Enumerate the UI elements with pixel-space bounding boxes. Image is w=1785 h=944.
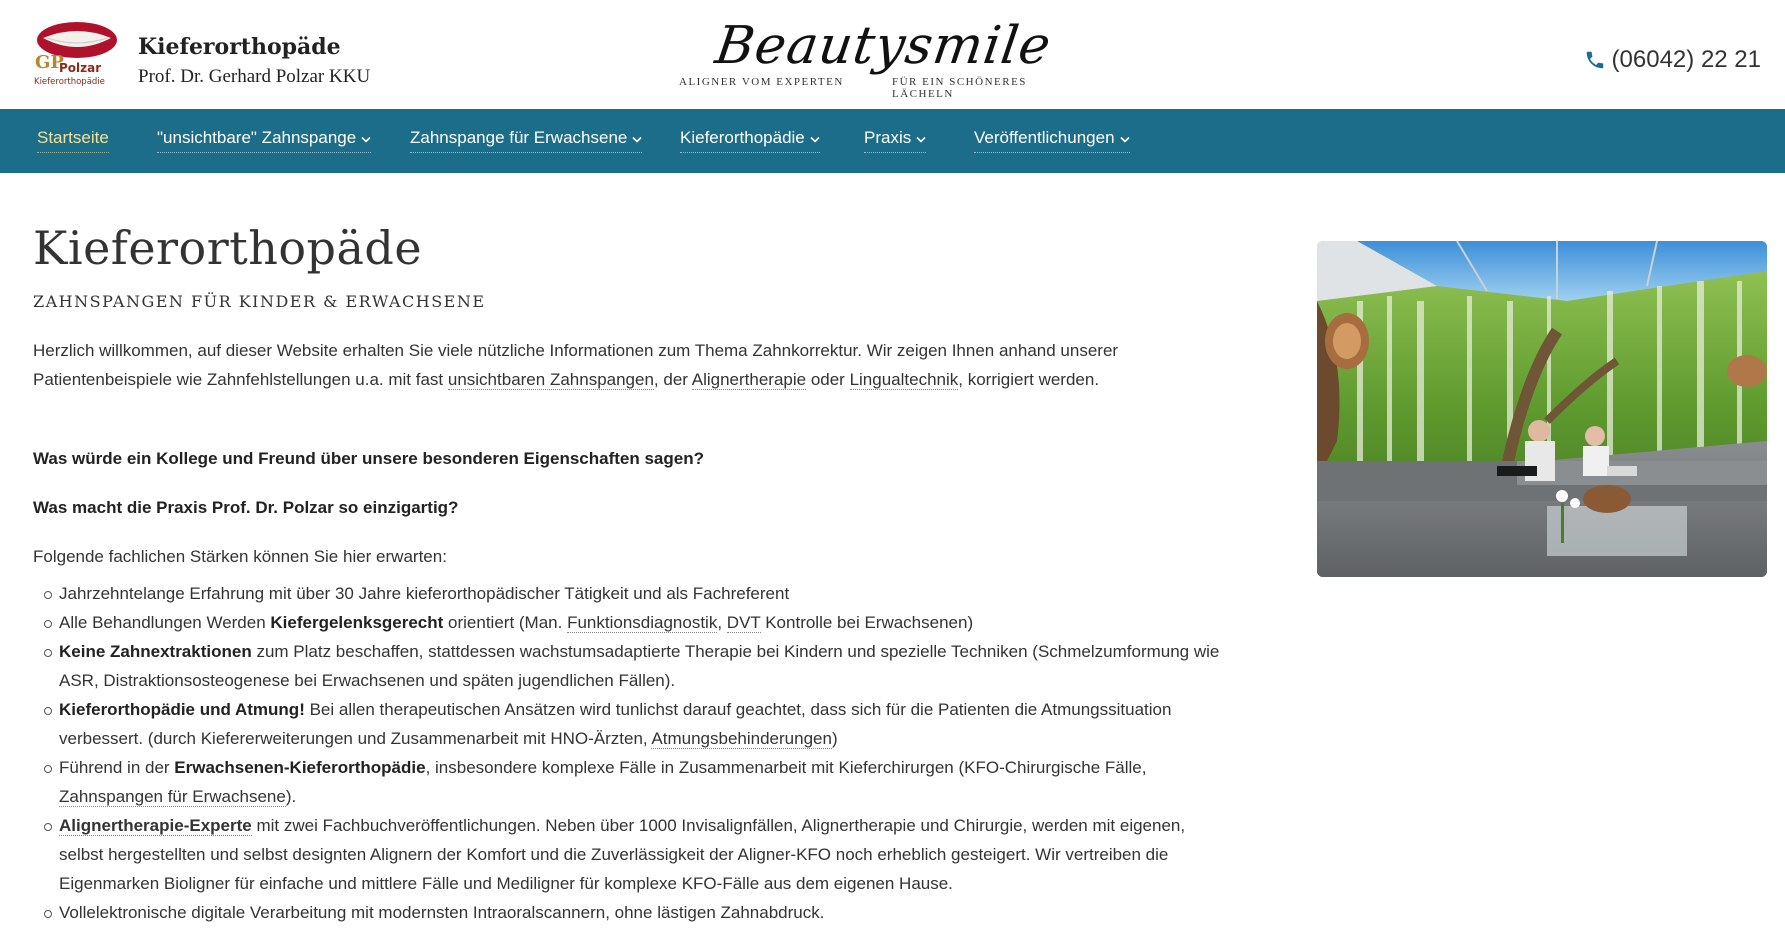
page-title: Kieferorthopäde <box>33 221 423 275</box>
beautysmile-wordmark: Beautysmile <box>711 16 1055 76</box>
content-body <box>33 336 1233 927</box>
strengths-lead: Folgende fachlichen Stärken können Sie hier erwarten: <box>33 547 447 566</box>
main-navigation <box>0 109 1785 173</box>
link-dvt[interactable]: DVT <box>726 613 761 632</box>
phone-text: (06042) 22 21 <box>1611 46 1761 73</box>
chevron-down-icon <box>810 136 820 143</box>
tagline-right: FÜR EIN SCHÖNERES LÄCHELN <box>892 76 1027 100</box>
list-item-text: Jahrzehntelange Erfahrung mit über 30 Jahre kieferorthopädischer Tätigkeit und als Fachreferent <box>59 584 790 603</box>
nav-item-label: Kieferorthopädie <box>680 128 805 147</box>
list-item <box>59 608 1228 637</box>
list-item-bold: Erwachsenen-Kieferorthopädie <box>174 758 426 777</box>
svg-text:GP: GP <box>35 52 64 73</box>
list-item-text: Vollelektronische digitale Verarbeitung mit modernsten Intraoralscannern, ohne lästigen Zahnabdruck. <box>59 903 825 922</box>
nav-item-kieferorthopaedie[interactable] <box>680 128 820 153</box>
list-item-text: zum Platz beschaffen, stattdessen wachstumsadaptierte Therapie bei Kindern und spezielle Techniken (Schmelzumformung wie ASR, Distraktionsosteogenese bei Erwachsenen und späten jugendlichen Fällen). <box>59 642 1220 690</box>
intro-text: , korrigiert werden. <box>958 370 1100 389</box>
nav-item-label: "unsichtbare" Zahnspange <box>157 128 357 147</box>
nav-item-zahnspange-erwachsene[interactable] <box>410 128 642 153</box>
svg-text:Kieferorthopädie: Kieferorthopädie <box>34 77 105 87</box>
nav-item-praxis[interactable] <box>864 128 926 153</box>
brand-subtitle: Prof. Dr. Gerhard Polzar KKU <box>138 66 371 87</box>
list-item-text: Alle Behandlungen Werden <box>59 613 271 632</box>
practice-photo <box>1317 241 1767 577</box>
chevron-down-icon <box>632 136 642 143</box>
nav-item-startseite[interactable] <box>37 128 109 153</box>
smile-logo-icon <box>33 18 121 92</box>
list-item <box>59 695 1228 753</box>
list-item <box>59 637 1228 695</box>
nav-item-label: Praxis <box>864 128 912 147</box>
list-item-text: mit zwei Fachbuchveröffentlichungen. Neben über 1000 Invisalignfällen, Alignertherapie und Chirurgie, werden mit eigenen, selbst hergestellten und selbst designten Alignern der Komfort und die Zuverlässigkeit der Aligner-KFO noch erheblich gesteigert. Wir vertreiben die Eigenmarken Bioligner für einfache und mittlere Fälle und Mediligner für komplexe KFO-Fälle aus dem eigenen Hause. <box>59 816 1186 893</box>
list-item <box>59 579 1228 608</box>
list-item-bold: Keine Zahnextraktionen <box>59 642 252 661</box>
link-zahnspangen-erwachsene[interactable]: Zahnspangen für Erwachsene <box>59 787 286 806</box>
brand-text <box>138 32 370 92</box>
list-item-text: , insbesondere komplexe Fälle in Zusammenarbeit mit Kieferchirurgen (KFO-Chirurgische Fälle, <box>425 758 1147 777</box>
list-item <box>59 753 1228 811</box>
list-item-text: Kontrolle bei Erwachsenen) <box>760 613 974 632</box>
nav-item-label: Startseite <box>37 128 109 147</box>
list-item-text: orientiert (Man. <box>443 613 568 632</box>
phone-number[interactable] <box>1584 46 1761 74</box>
list-item-bold: Kiefergelenksgerecht <box>270 613 444 632</box>
tagline-left: ALIGNER VOM EXPERTEN <box>679 76 844 88</box>
practice-room-image <box>1317 241 1767 577</box>
brand-title: Kieferorthopäde <box>138 34 341 60</box>
list-item <box>59 811 1228 898</box>
link-lingualtechnik[interactable]: Lingualtechnik <box>849 370 959 389</box>
list-item-text: ). <box>285 787 297 806</box>
link-funktionsdiagnostik[interactable]: Funktionsdiagnostik <box>567 613 718 632</box>
intro-text: oder <box>806 370 850 389</box>
nav-item-label: Zahnspange für Erwachsene <box>410 128 628 147</box>
nav-item-label: Veröffentlichungen <box>974 128 1115 147</box>
intro-text: , der <box>653 370 692 389</box>
phone-icon <box>1584 49 1606 71</box>
beautysmile-logo[interactable] <box>676 16 1076 100</box>
list-item-text: Führend in der <box>59 758 175 777</box>
link-unsichtbare-zahnspangen[interactable]: unsichtbaren Zahnspangen <box>447 370 654 389</box>
page-subtitle: ZAHNSPANGEN FÜR KINDER & ERWACHSENE <box>33 292 486 311</box>
chevron-down-icon <box>1120 136 1130 143</box>
list-item-text: Bei allen therapeutischen Ansätzen wird tunlichst darauf geachtet, dass sich für die Patienten die Atmungssituation verbessert. (durch Kiefererweiterungen und Zusammenarbeit mit HNO-Ärzten, <box>59 700 1172 748</box>
intro-text: Herzlich willkommen, auf dieser Website erhalten Sie viele nützliche Informationen zum Thema Zahnkorrektur. Wir zeigen Ihnen anhand unserer Patientenbeispiele wie Zahnfehlstellungen u.a. mit fast <box>33 341 1119 389</box>
strengths-list <box>33 579 1228 927</box>
site-header <box>0 0 1785 109</box>
chevron-down-icon <box>916 136 926 143</box>
question-colleague: Was würde ein Kollege und Freund über unsere besonderen Eigenschaften sagen? <box>33 449 704 468</box>
svg-text:Polzar: Polzar <box>59 61 102 75</box>
chevron-down-icon <box>361 136 371 143</box>
practice-logo[interactable] <box>33 18 121 92</box>
nav-item-veroeffentlichungen[interactable] <box>974 128 1130 153</box>
intro-paragraph <box>33 336 1203 394</box>
link-atmungsbehinderungen[interactable]: Atmungsbehinderungen <box>651 729 832 748</box>
question-unique: Was macht die Praxis Prof. Dr. Polzar so einzigartig? <box>33 498 459 517</box>
main-content <box>0 173 1785 944</box>
list-item-text: , <box>717 613 727 632</box>
nav-item-unsichtbare-zahnspange[interactable] <box>157 128 371 153</box>
link-alignertherapie-experte[interactable]: Alignertherapie-Experte <box>59 816 252 835</box>
list-item-text: ) <box>831 729 838 748</box>
list-item-bold: Kieferorthopädie und Atmung! <box>59 700 305 719</box>
list-item <box>59 898 1228 927</box>
link-alignertherapie[interactable]: Alignertherapie <box>691 370 807 389</box>
